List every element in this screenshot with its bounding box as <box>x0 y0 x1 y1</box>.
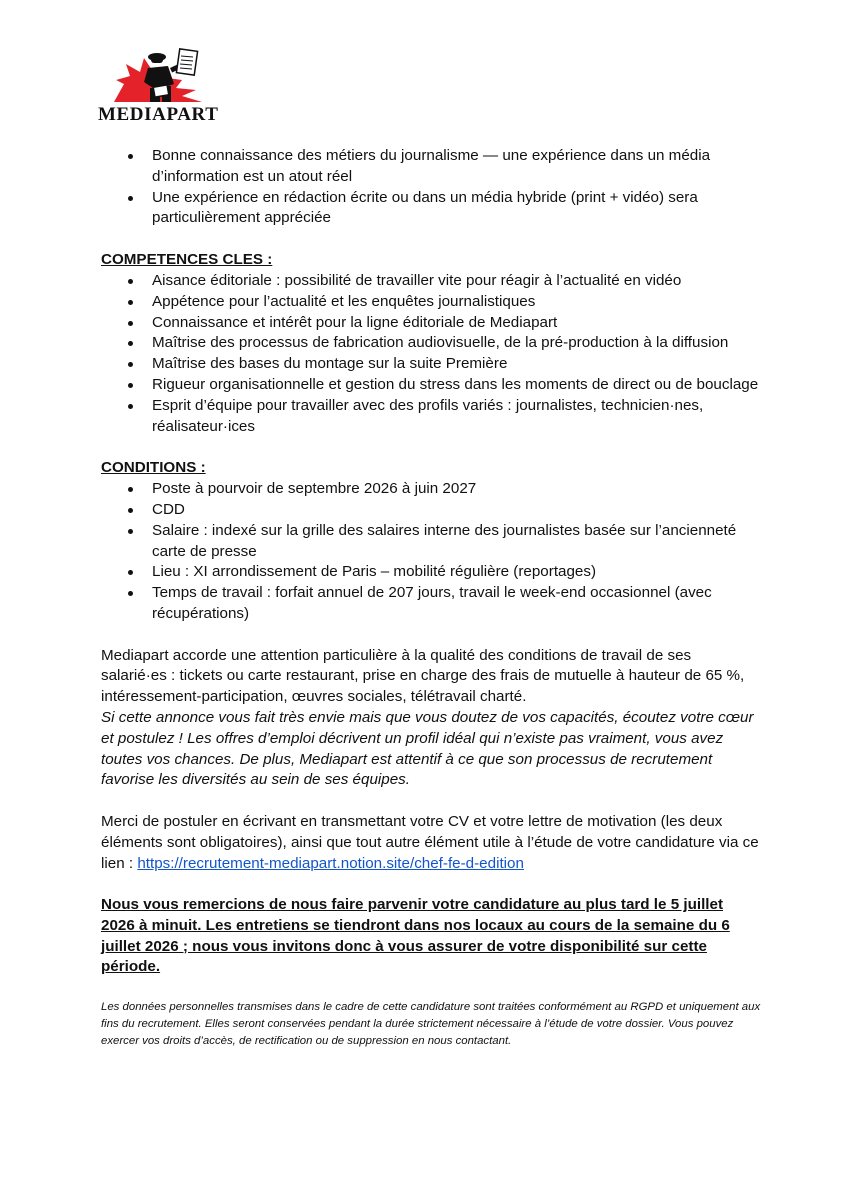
apply-paragraph <box>101 812 761 874</box>
list-item: Bonne connaissance des métiers du journalisme — une expérience dans un média d’information est un atout réel <box>101 146 761 188</box>
apply-text: Merci de postuler en écrivant en transmettant votre CV et votre lettre de motivation (les deux éléments sont obligatoires), ainsi que tout autre élément utile à l’étude de votre candidature via ce lien : <box>101 812 759 872</box>
list-item: Maîtrise des processus de fabrication audiovisuelle, de la pré-production à la diffusion <box>101 333 761 354</box>
competences-heading: COMPETENCES CLES : <box>101 251 273 269</box>
list-item: Salaire : indexé sur la grille des salaires interne des journalistes basée sur l’ancienneté carte de presse <box>101 521 761 563</box>
list-item: Rigueur organisationnelle et gestion du stress dans les moments de direct ou de bouclage <box>101 375 761 396</box>
application-link[interactable]: https://recrutement-mediapart.notion.site/chef-fe-d-edition <box>137 854 524 872</box>
list-item: Connaissance et intérêt pour la ligne éditoriale de Mediapart <box>101 313 761 334</box>
list-item: Poste à pourvoir de septembre 2026 à juin 2027 <box>101 479 761 500</box>
town-crier-icon <box>110 46 206 104</box>
deadline-paragraph: Nous vous remercions de nous faire parvenir votre candidature au plus tard le 5 juillet 2026 à minuit. Les entretiens se tiendront dans nos locaux au cours de la semaine du 6 juillet 2026 ; nous vous invitons donc à vous assurer de votre disponibilité sur cette période. <box>101 896 730 976</box>
legal-notice: Les données personnelles transmises dans le cadre de cette candidature sont traitées conformément au RGPD et uniquement aux fins du recrutement. Elles seront conservées pendant la durée strictement nécessaire à l’étude de votre dossier. Vous pouvez exercer vos droits d’accès, de rectification ou de suppression en nous contactant. <box>101 1001 761 1048</box>
list-item: Aisance éditoriale : possibilité de travailler vite pour réagir à l’actualité en vidéo <box>101 271 761 292</box>
list-item: CDD <box>101 500 761 521</box>
job-description <box>101 146 761 1050</box>
intro-list <box>101 146 761 229</box>
encouragement-paragraph: Si cette annonce vous fait très envie mais que vous doutez de vos capacités, écoutez votre cœur et postulez ! Les offres d’emploi décrivent un profil idéal qui n’existe pas vraiment, vous avez toutes vos chances. De plus, Mediapart est attentif à ce que son processus de recrutement favorise les diversités au sein de ses équipes. <box>101 708 754 789</box>
list-item: Appétence pour l’actualité et les enquêtes journalistiques <box>101 292 761 313</box>
list-item: Une expérience en rédaction écrite ou dans un média hybride (print + vidéo) sera particulièrement appréciée <box>101 188 761 230</box>
conditions-list <box>101 479 761 625</box>
list-item: Maîtrise des bases du montage sur la suite Première <box>101 354 761 375</box>
benefits-paragraph: Mediapart accorde une attention particulière à la qualité des conditions de travail de ses salarié·es : tickets ou carte restaurant, prise en charge des frais de mutuelle à hauteur de 65 %, intéressement-participation, œuvres sociales, télétravail charté. <box>101 646 745 706</box>
list-item: Esprit d’équipe pour travailler avec des profils variés : journalistes, technicien·nes, réalisateur·ices <box>101 396 761 438</box>
mediapart-logo <box>98 46 222 126</box>
brand-wordmark: MEDIAPART <box>98 104 219 125</box>
conditions-heading: CONDITIONS : <box>101 459 206 477</box>
list-item: Lieu : XI arrondissement de Paris – mobilité régulière (reportages) <box>101 562 761 583</box>
list-item: Temps de travail : forfait annuel de 207 jours, travail le week-end occasionnel (avec récupérations) <box>101 583 761 625</box>
competences-list <box>101 271 761 437</box>
